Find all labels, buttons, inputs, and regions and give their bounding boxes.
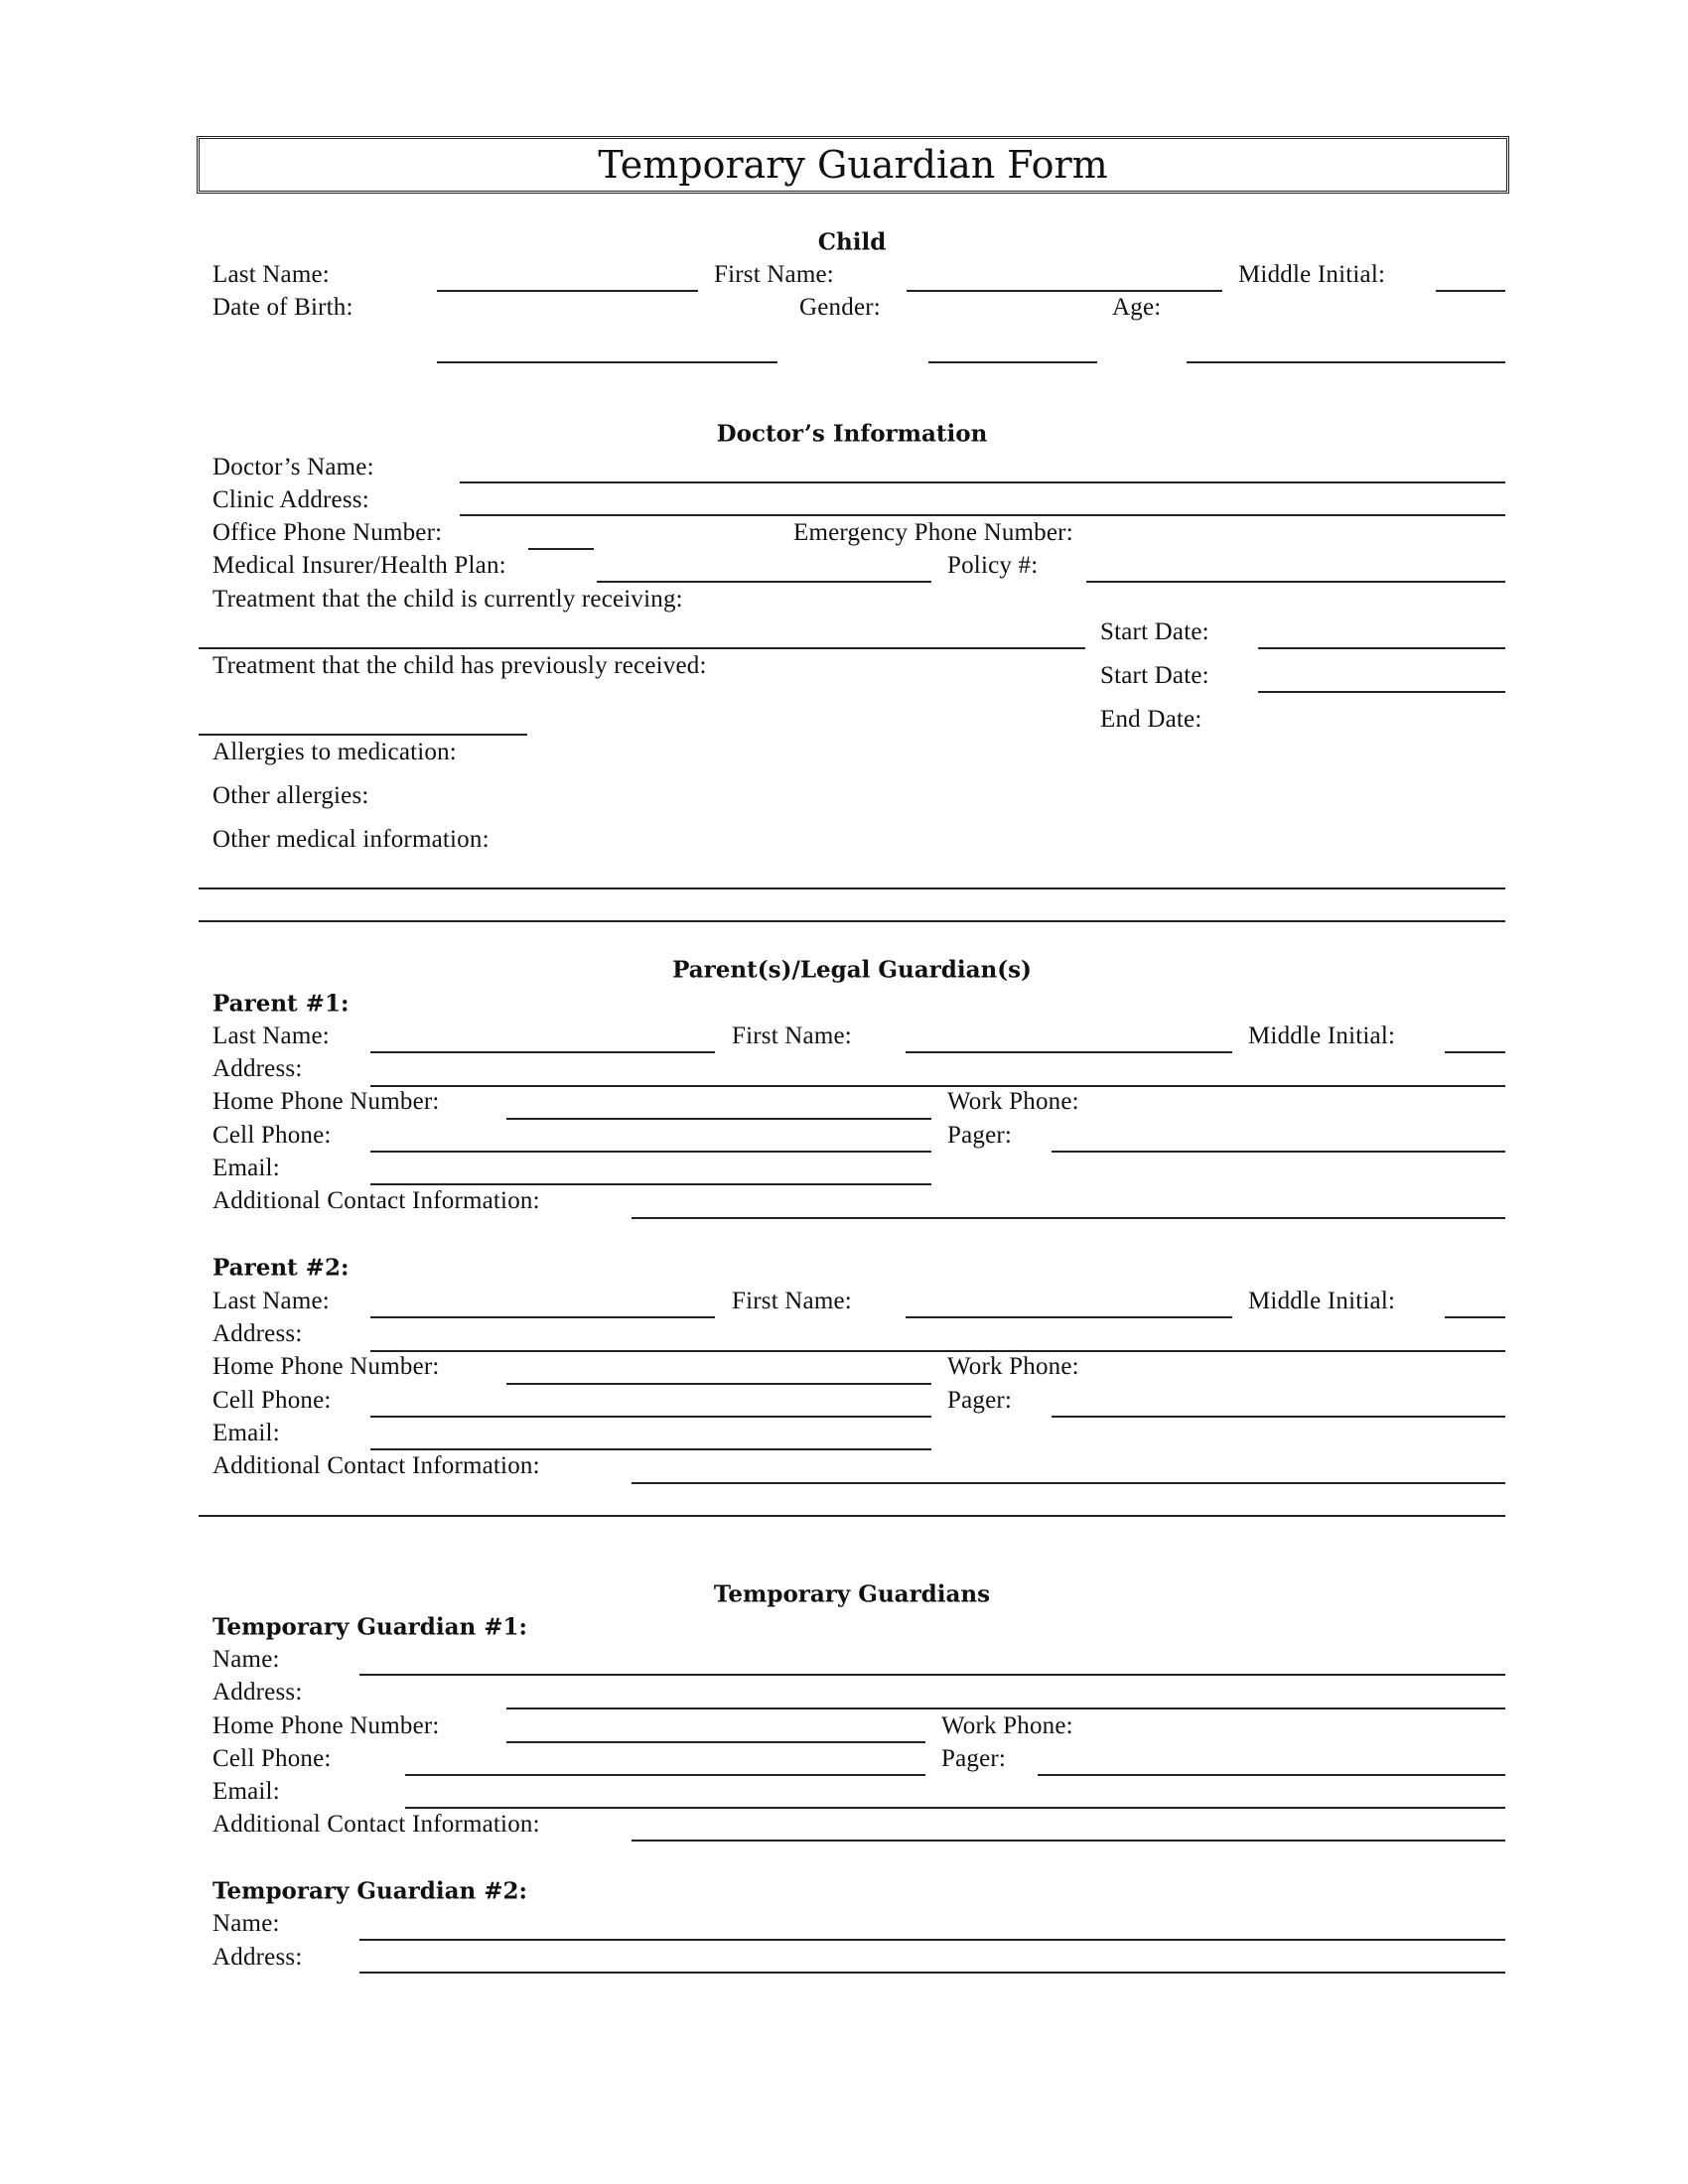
parent-2-cell-phone-label: Cell Phone: bbox=[212, 1387, 332, 1414]
parent-1-cell-phone-label: Cell Phone: bbox=[212, 1122, 332, 1149]
office-phone-label: Office Phone Number: bbox=[212, 519, 443, 546]
parent-1-pager-label: Pager: bbox=[947, 1122, 1013, 1149]
child-dob-field[interactable] bbox=[437, 361, 777, 363]
parent-1-additional-field[interactable] bbox=[632, 1217, 1505, 1219]
treatment-current-field[interactable] bbox=[199, 647, 1085, 649]
temp-guardian-1-title: Temporary Guardian #1: bbox=[212, 1613, 527, 1641]
parent-1-middle-initial-field[interactable] bbox=[1445, 1051, 1505, 1053]
parent-1-work-phone-label: Work Phone: bbox=[947, 1088, 1079, 1115]
parent-2-home-phone-label: Home Phone Number: bbox=[212, 1353, 440, 1380]
parent-1-home-phone-label: Home Phone Number: bbox=[212, 1088, 440, 1115]
parent-2-additional-label: Additional Contact Information: bbox=[212, 1452, 540, 1479]
child-middle-initial-field[interactable] bbox=[1436, 290, 1505, 292]
office-phone-field[interactable] bbox=[528, 548, 594, 550]
temp-guardian-2-title: Temporary Guardian #2: bbox=[212, 1877, 527, 1905]
clinic-address-field[interactable] bbox=[460, 514, 1505, 516]
treatment-previous-label: Treatment that the child has previously received: bbox=[212, 652, 707, 679]
parent-2-last-name-field[interactable] bbox=[370, 1316, 715, 1318]
allergies-medication-label: Allergies to medication: bbox=[212, 739, 457, 765]
parent-1-first-name-field[interactable] bbox=[906, 1051, 1232, 1053]
tg1-cell-phone-label: Cell Phone: bbox=[212, 1745, 332, 1772]
child-dob-label: Date of Birth: bbox=[212, 294, 353, 321]
tg2-name-field[interactable] bbox=[359, 1939, 1505, 1941]
insurer-field[interactable] bbox=[597, 581, 931, 583]
parent-2-middle-initial-field[interactable] bbox=[1445, 1316, 1505, 1318]
start-date-1-label: Start Date: bbox=[1100, 618, 1209, 645]
parent-1-additional-label: Additional Contact Information: bbox=[212, 1187, 540, 1214]
tg1-additional-label: Additional Contact Information: bbox=[212, 1811, 540, 1838]
parent-1-cell-phone-field[interactable] bbox=[370, 1151, 931, 1153]
parent-1-first-name-label: First Name: bbox=[732, 1023, 852, 1049]
parent-1-middle-initial-label: Middle Initial: bbox=[1248, 1023, 1396, 1049]
doctor-name-field[interactable] bbox=[460, 481, 1505, 483]
parent-2-first-name-label: First Name: bbox=[732, 1288, 852, 1314]
parent-2-title: Parent #2: bbox=[212, 1254, 350, 1282]
tg1-name-field[interactable] bbox=[359, 1674, 1505, 1676]
parent-1-title: Parent #1: bbox=[212, 990, 350, 1018]
parent-2-home-phone-field[interactable] bbox=[506, 1383, 931, 1385]
tg1-pager-field[interactable] bbox=[1038, 1774, 1505, 1776]
parent-2-pager-field[interactable] bbox=[1052, 1416, 1505, 1418]
parent-1-home-phone-field[interactable] bbox=[506, 1118, 931, 1120]
tg1-cell-phone-field[interactable] bbox=[405, 1774, 925, 1776]
section-divider bbox=[199, 1515, 1505, 1517]
child-age-field[interactable] bbox=[1187, 361, 1505, 363]
other-medical-field-1[interactable] bbox=[199, 887, 1505, 889]
parent-2-middle-initial-label: Middle Initial: bbox=[1248, 1288, 1396, 1314]
doctor-heading: Doctor’s Information bbox=[716, 420, 988, 448]
child-first-name-field[interactable] bbox=[907, 290, 1222, 292]
child-heading: Child bbox=[817, 228, 887, 256]
parent-2-address-field[interactable] bbox=[370, 1350, 1505, 1352]
parent-2-first-name-field[interactable] bbox=[906, 1316, 1232, 1318]
parent-2-additional-field[interactable] bbox=[632, 1482, 1505, 1484]
parent-1-pager-field[interactable] bbox=[1052, 1151, 1505, 1153]
tg1-additional-field[interactable] bbox=[632, 1840, 1505, 1842]
parent-2-address-label: Address: bbox=[212, 1320, 303, 1347]
parent-2-cell-phone-field[interactable] bbox=[370, 1416, 931, 1418]
parent-2-work-phone-label: Work Phone: bbox=[947, 1353, 1079, 1380]
parent-1-last-name-field[interactable] bbox=[370, 1051, 715, 1053]
child-first-name-label: First Name: bbox=[714, 261, 834, 288]
tg1-address-field[interactable] bbox=[506, 1707, 1505, 1709]
title-box bbox=[197, 136, 1509, 194]
emergency-phone-label: Emergency Phone Number: bbox=[793, 519, 1073, 546]
tg1-pager-label: Pager: bbox=[941, 1745, 1007, 1772]
policy-label: Policy #: bbox=[947, 552, 1039, 579]
policy-field[interactable] bbox=[1086, 581, 1505, 583]
other-allergies-label: Other allergies: bbox=[212, 782, 369, 809]
tg2-address-label: Address: bbox=[212, 1944, 303, 1971]
doctor-name-label: Doctor’s Name: bbox=[212, 454, 374, 480]
treatment-previous-field[interactable] bbox=[199, 734, 527, 736]
insurer-label: Medical Insurer/Health Plan: bbox=[212, 552, 506, 579]
parents-heading: Parent(s)/Legal Guardian(s) bbox=[672, 956, 1032, 984]
parent-2-last-name-label: Last Name: bbox=[212, 1288, 330, 1314]
parent-1-last-name-label: Last Name: bbox=[212, 1023, 330, 1049]
child-middle-initial-label: Middle Initial: bbox=[1238, 261, 1386, 288]
child-last-name-label: Last Name: bbox=[212, 261, 330, 288]
tg1-address-label: Address: bbox=[212, 1679, 303, 1706]
tg2-name-label: Name: bbox=[212, 1910, 280, 1937]
parent-1-address-label: Address: bbox=[212, 1055, 303, 1082]
temp-guardians-heading: Temporary Guardians bbox=[713, 1580, 991, 1608]
start-date-2-label: Start Date: bbox=[1100, 662, 1209, 689]
child-gender-field[interactable] bbox=[928, 361, 1097, 363]
treatment-current-label: Treatment that the child is currently receiving: bbox=[212, 586, 683, 613]
tg1-email-label: Email: bbox=[212, 1778, 280, 1805]
other-medical-label: Other medical information: bbox=[212, 826, 490, 853]
tg1-email-field[interactable] bbox=[405, 1807, 1505, 1809]
child-age-label: Age: bbox=[1112, 294, 1162, 321]
tg1-name-label: Name: bbox=[212, 1646, 280, 1673]
tg1-home-phone-field[interactable] bbox=[506, 1741, 925, 1743]
clinic-address-label: Clinic Address: bbox=[212, 486, 369, 513]
parent-1-address-field[interactable] bbox=[370, 1085, 1505, 1087]
start-date-1-field[interactable] bbox=[1258, 647, 1505, 649]
end-date-label: End Date: bbox=[1100, 706, 1202, 733]
form-title: Temporary Guardian Form bbox=[598, 143, 1108, 187]
child-last-name-field[interactable] bbox=[437, 290, 698, 292]
other-medical-field-2[interactable] bbox=[199, 920, 1505, 922]
tg1-home-phone-label: Home Phone Number: bbox=[212, 1712, 440, 1739]
parent-2-pager-label: Pager: bbox=[947, 1387, 1013, 1414]
parent-1-email-label: Email: bbox=[212, 1155, 280, 1181]
tg1-work-phone-label: Work Phone: bbox=[941, 1712, 1073, 1739]
parent-2-email-label: Email: bbox=[212, 1420, 280, 1446]
tg2-address-field[interactable] bbox=[359, 1972, 1505, 1974]
parent-1-email-field[interactable] bbox=[370, 1183, 931, 1185]
start-date-2-field[interactable] bbox=[1258, 691, 1505, 693]
parent-2-email-field[interactable] bbox=[370, 1448, 931, 1450]
child-gender-label: Gender: bbox=[799, 294, 881, 321]
